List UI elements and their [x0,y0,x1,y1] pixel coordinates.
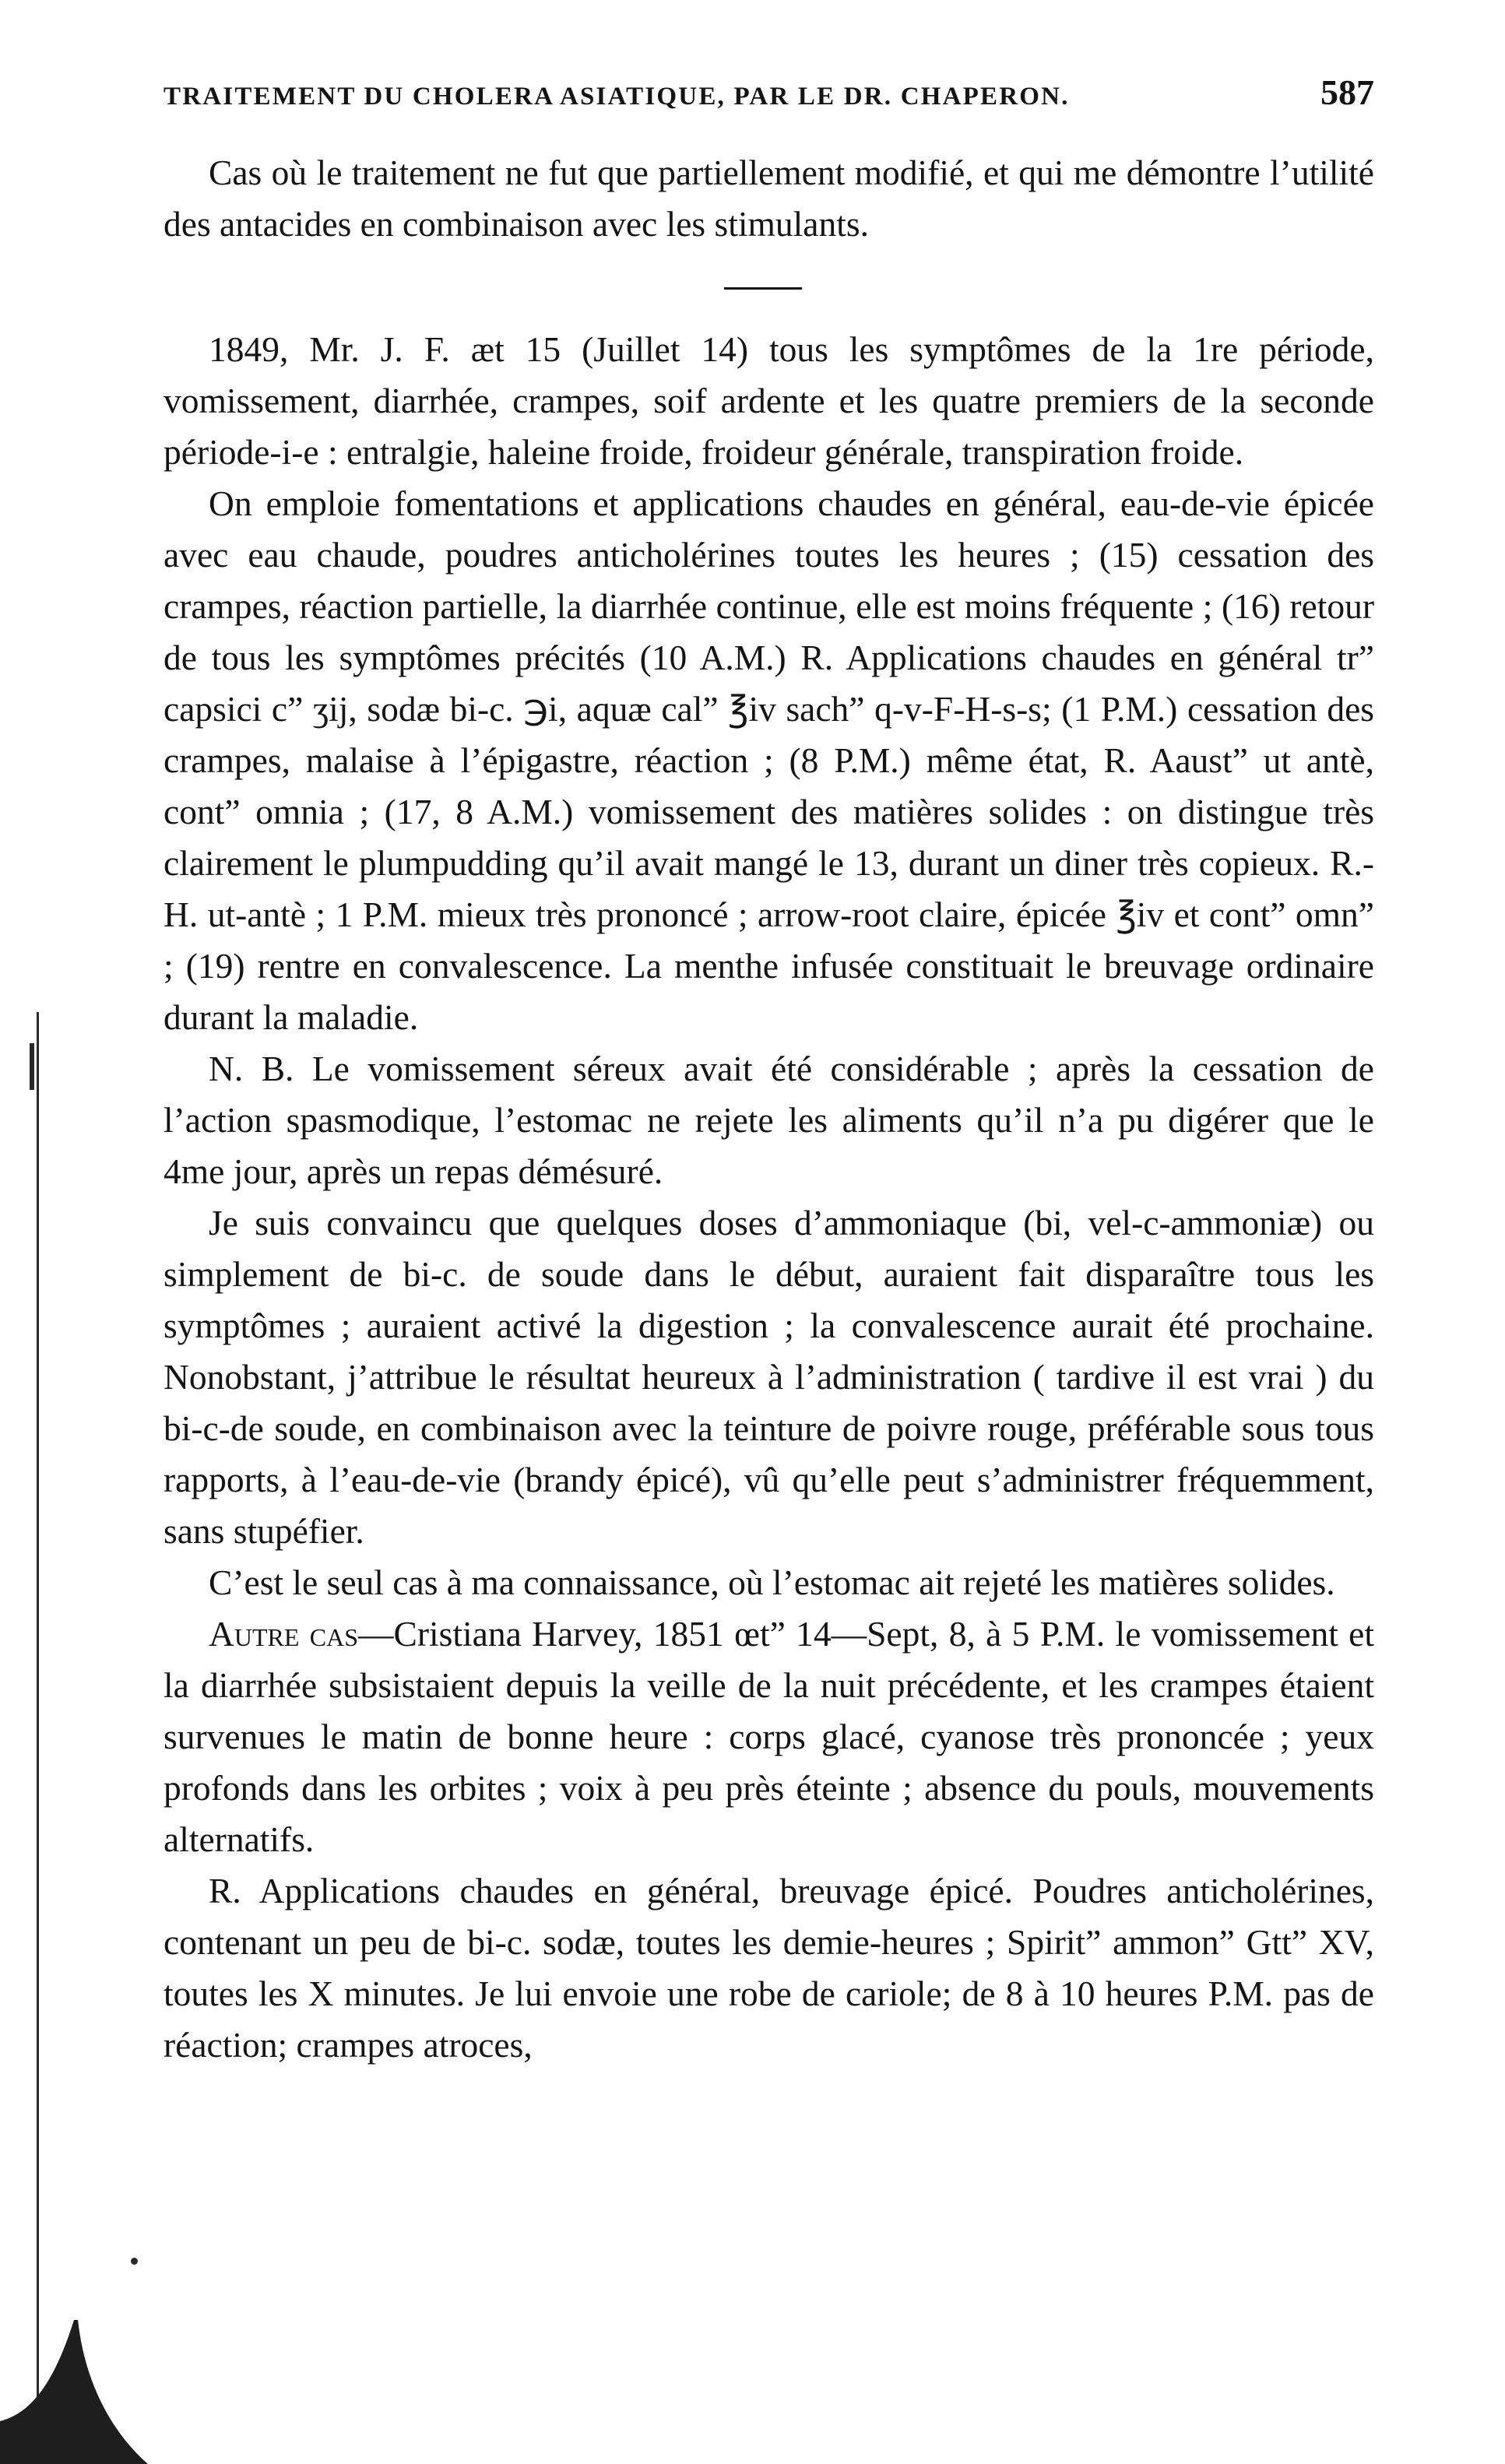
opinion-paragraph: Je suis convaincu que quelques doses d’ammoniaque (bi, vel-c-ammoniæ) ou simplement de bi-c. de soude dans le début, auraient fait disparaître tous les symptômes ; auraient activé la digestion ; la convalescence aurait été prochaine. Nonobstant, j’attribue le résultat heureux à l’administration ( tardive il est vrai ) du bi-c-de soude, en combinaison avec la teinture de poivre rouge, préférable sous tous rapports, à l’eau-de-vie (brandy épicé), vû qu’elle peut s’administrer fréquemment, sans stupéfier. [164,1203,1374,1551]
page-number: 587 [1320,72,1374,112]
section-divider [724,287,802,290]
page-content [164,72,1374,2071]
second-case-treatment-paragraph: R. Applications chaudes en général, breuvage épicé. Poudres anticholérines, contenant un peu de bi-c. sodæ, toutes les demie-heures ; Spirit” ammon” Gtt” XV, toutes les X minutes. Je lui envoie une robe de cariole; de 8 à 10 heures P.M. pas de réaction; crampes atroces, [164,1871,1374,2065]
nota-bene-paragraph: N. B. Le vomissement séreux avait été considérable ; après la cessation de l’action spasmodique, l’estomac ne rejete les aliments qu’il n’a pu digérer que le 4me jour, après un repas démésuré. [164,1049,1374,1191]
remark-paragraph: C’est le seul cas à ma connaissance, où l’estomac ait rejeté les matières solides. [209,1562,1335,1602]
case-history-paragraph: 1849, Mr. J. F. æt 15 (Juillet 14) tous les symptômes de la 1re période, vomissement, diarrhée, crampes, soif ardente et les quatre premiers de la seconde période-i-e : entralgie, haleine froide, froideur générale, transpiration froide. [164,329,1374,472]
running-head [164,72,1374,113]
second-case-paragraph [164,1608,1374,1865]
treatment-paragraph: On emploie fomentations et applications chaudes en général, eau-de-vie épicée avec eau chaude, poudres anticholérines toutes les heures ; (15) cessation des crampes, réaction partielle, la diarrhée continue, elle est moins fréquente ; (16) retour de tous les symptômes précités (10 A.M.) R. Applications chaudes en général tr” capsici c” ʒij, sodæ bi-c. ℈i, aquæ cal” ℥iv sach” q-v-F-H-s-s; (1 P.M.) cessation des crampes, malaise à l’épigastre, réaction ; (8 P.M.) même état, R. Aaust” ut antè, cont” omnia ; (17, 8 A.M.) vomissement des matières solides : on distingue très clairement le plumpudding qu’il avait mangé le 13, durant un diner très copieux. R.-H. ut-antè ; 1 P.M. mieux très prononcé ; arrow-root claire, épicée ℥iv et cont” omn” ; (19) rentre en convalescence. La menthe infusée constituait le breuvage ordinaire durant la maladie. [164,483,1374,1037]
gutter-tick-mark [30,1043,34,1090]
second-case-lead: Autre cas [209,1614,358,1654]
running-title: TRAITEMENT DU CHOLERA ASIATIQUE, PAR LE DR. CHAPERON. [164,83,1070,111]
case-intro-paragraph: Cas où le traitement ne fut que partiellement modifié, et qui me démontre l’utilité des antacides en combinaison avec les stimulants. [164,153,1374,244]
ink-speck [131,2258,138,2265]
page-gutter-line [37,1012,39,2464]
second-case-text: —Cristiana Harvey, 1851 œt” 14—Sept, 8, à 5 P.M. le vomissement et la diarrhée subsistaient depuis la veille de la nuit précédente, et les crampes étaient survenues le matin de bonne heure : corps glacé, cyanose très prononcée ; yeux profonds dans les orbites ; voix à peu près éteinte ; absence du pouls, mouvements alternatifs. [164,1614,1375,1859]
binding-shadow [0,2320,148,2464]
